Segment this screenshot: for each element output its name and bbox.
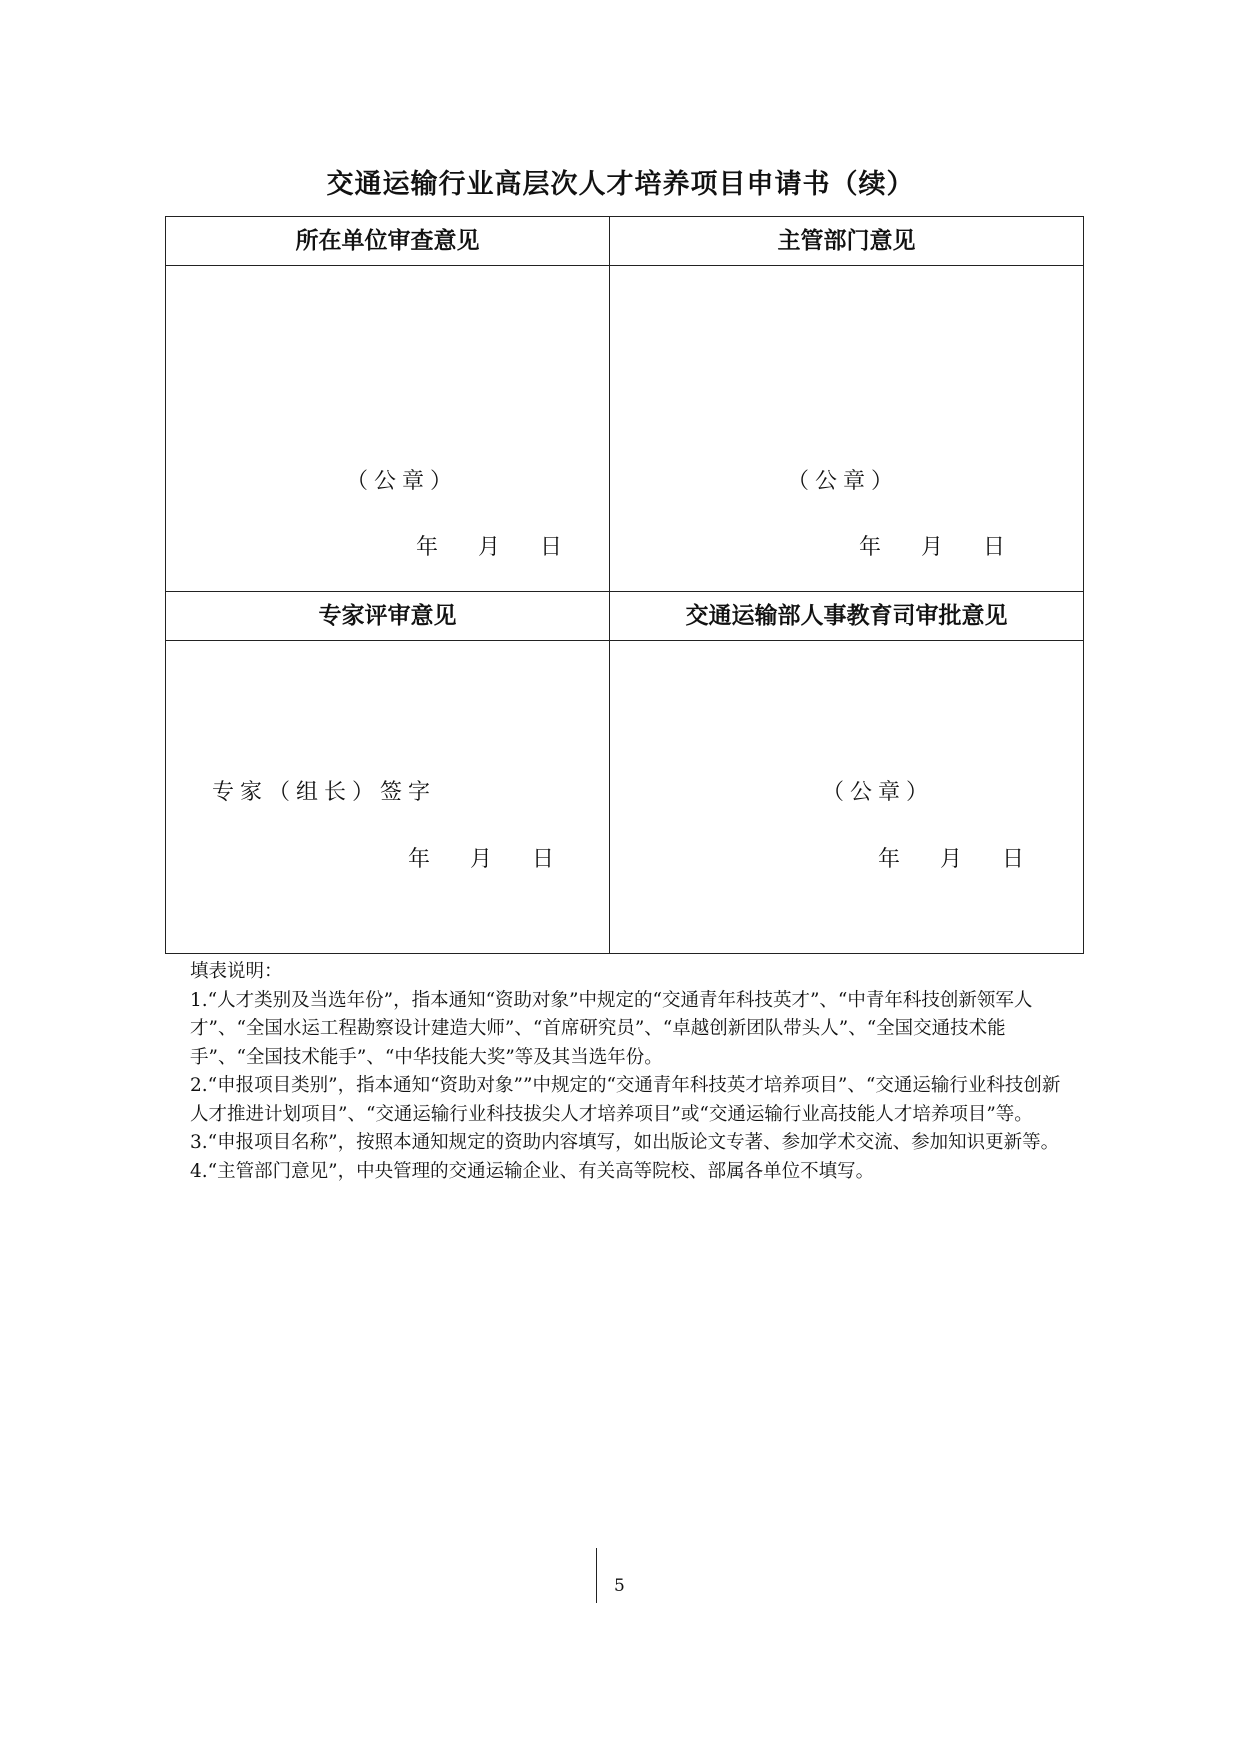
header-unit-review: 所在单位审查意见: [295, 228, 480, 254]
instructions-heading: 填表说明：: [190, 961, 283, 982]
day-label: 日: [1002, 847, 1031, 872]
month-label: 月: [921, 535, 950, 560]
year-label: 年: [416, 535, 445, 560]
day-label: 日: [532, 847, 561, 872]
month-label: 月: [470, 847, 499, 872]
approval-table: [165, 216, 1084, 954]
instruction-item: 1.“人才类别及当选年份”，指本通知“资助对象”中规定的“交通青年科技英才”、“中青年科技创新领军人才”、“全国水运工程勘察设计建造大师”、“首席研究员”、“卓越创新团队带头人”、“全国交通技术能手”、“全国技术能手”、“中华技能大奖”等及其当选年份。: [190, 989, 1033, 1068]
header-ministry-approval: 交通运输部人事教育司审批意见: [685, 603, 1008, 629]
date-line-department: [859, 530, 1011, 561]
month-label: 月: [940, 847, 969, 872]
day-label: 日: [540, 535, 569, 560]
seal-label-ministry: （公章）: [822, 780, 935, 805]
day-label: 日: [983, 535, 1012, 560]
page-number: 5: [614, 1576, 625, 1596]
month-label: 月: [478, 535, 507, 560]
date-line-expert: [408, 842, 560, 873]
instruction-item: 3.“申报项目名称”，按照本通知规定的资助内容填写，如出版论文专著、参加学术交流、参加知识更新等。: [190, 1132, 1060, 1153]
footer-divider: [596, 1548, 597, 1603]
filling-instructions: [190, 958, 1070, 1186]
header-expert-review: 专家评审意见: [318, 603, 457, 629]
year-label: 年: [878, 847, 907, 872]
year-label: 年: [408, 847, 437, 872]
date-line-unit: [416, 530, 568, 561]
seal-label-unit: （公章）: [346, 469, 459, 494]
document-title: 交通运输行业高层次人才培养项目申请书（续）: [326, 169, 915, 200]
header-department-opinion: 主管部门意见: [777, 228, 916, 254]
instruction-item: 4.“主管部门意见”，中央管理的交通运输企业、有关高等院校、部属各单位不填写。: [190, 1160, 875, 1182]
date-line-ministry: [878, 842, 1030, 873]
expert-signature-label: 专家（组长）签字: [212, 780, 437, 805]
year-label: 年: [859, 535, 888, 560]
instruction-item: 2.“申报项目类别”，指本通知“资助对象””中规定的“交通青年科技英才培养项目”、“交通运输行业科技创新人才推进计划项目”、“交通运输行业科技拔尖人才培养项目”或“交通运输行业高技能人才培养项目”等。: [190, 1075, 1061, 1125]
seal-label-department: （公章）: [787, 469, 900, 494]
table-column-divider: [609, 217, 610, 953]
